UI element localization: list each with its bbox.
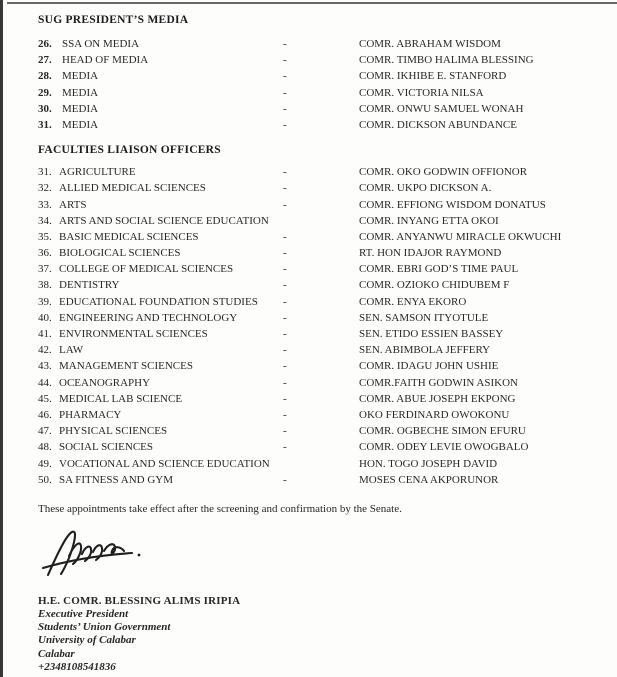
row-num: 45. (38, 392, 52, 405)
row-name: COMR. IKHIBE E. STANFORD (359, 70, 507, 83)
row-num: 48. (38, 441, 52, 454)
row-name: COMR. ABRAHAM WISDOM (359, 38, 501, 50)
appointment-row (38, 391, 608, 407)
appointment-row (38, 229, 608, 245)
appointment-row (38, 407, 608, 423)
row-name: COMR. IDAGU JOHN USHIE (359, 360, 499, 373)
row-num: 44. (38, 376, 52, 389)
row-dash: - (283, 376, 287, 389)
row-title: MEDIA (62, 118, 99, 131)
row-num: 31. (38, 118, 52, 131)
appointment-row (38, 180, 608, 196)
appointment-row (38, 294, 608, 310)
row-num: 40. (38, 311, 52, 324)
row-num: 28. (38, 70, 52, 83)
row-title: AGRICULTURE (59, 166, 136, 179)
row-title: ENVIRONMENTAL SCIENCES (59, 328, 208, 340)
row-name: MOSES CENA AKPORUNOR (359, 473, 499, 486)
signature-image (40, 525, 158, 581)
row-title: COLLEGE OF MEDICAL SCIENCES (59, 263, 234, 276)
row-num: 30. (38, 102, 52, 115)
appointment-row (38, 423, 608, 439)
row-dash: - (283, 198, 287, 211)
row-name: SEN. ETIDO ESSIEN BASSEY (359, 328, 504, 340)
row-dash: - (283, 54, 287, 67)
row-num: 37. (38, 263, 52, 276)
row-title: OCEANOGRAPHY (59, 376, 151, 389)
photo-left-edge (0, 0, 3, 677)
row-name: COMR. VICTORIA NILSA (359, 86, 484, 99)
row-dash: - (283, 279, 287, 292)
row-name: COMR. ODEY LEVIE OWOGBALO (359, 441, 529, 454)
row-title: MEDIA (62, 102, 99, 115)
section-faculties-liaison-officers (38, 144, 608, 488)
appointment-row (38, 52, 608, 68)
appointment-row (38, 36, 608, 52)
row-name: COMR. OKO GODWIN OFFIONOR (359, 166, 528, 179)
row-num: 38. (38, 279, 52, 292)
row-title: HEAD OF MEDIA (62, 54, 149, 67)
signatory-phone: +2348108541836 (38, 661, 116, 674)
row-title: PHARMACY (59, 408, 122, 421)
row-name: RT. HON IDAJOR RAYMOND (359, 247, 502, 260)
row-dash: - (283, 344, 287, 357)
row-name: SEN. SAMSON ITYOTULE (359, 311, 489, 324)
row-name: COMR.FAITH GODWIN ASIKON (359, 376, 518, 389)
row-title: SOCIAL SCIENCES (59, 441, 154, 454)
row-name: COMR. EFFIONG WISDOM DONATUS (359, 198, 546, 211)
row-dash: - (283, 425, 287, 438)
section-heading: SUG PRESIDENT’S MEDIA (38, 14, 189, 26)
signatory-city: Calabar (38, 647, 75, 660)
signatory-block (38, 594, 608, 674)
appointment-row (38, 472, 608, 488)
appointment-row (38, 358, 608, 374)
section-sug-presidents-media (38, 14, 608, 133)
row-title: VOCATIONAL AND SCIENCE EDUCATION (59, 457, 270, 470)
row-name: HON. TOGO JOSEPH DAVID (359, 457, 498, 470)
row-dash: - (283, 166, 287, 179)
row-title: ALLIED MEDICAL SCIENCES (59, 182, 206, 195)
row-name: COMR. DICKSON ABUNDANCE (359, 118, 517, 131)
row-dash: - (283, 311, 287, 324)
row-title: MANAGEMENT SCIENCES (59, 360, 193, 373)
row-dash: - (283, 230, 287, 243)
appointment-list (38, 164, 608, 488)
appointment-row (38, 164, 608, 180)
signatory-name: H.E. COMR. BLESSING ALIMS IRIPIA (38, 594, 241, 607)
row-num: 39. (38, 295, 52, 308)
appointment-row (38, 310, 608, 326)
appointment-row (38, 326, 608, 342)
row-num: 42. (38, 344, 52, 357)
row-dash: - (283, 408, 287, 421)
row-dash: - (283, 182, 287, 195)
row-title: PHYSICAL SCIENCES (59, 425, 168, 438)
signatory-institution: University of Calabar (38, 634, 136, 647)
signatory-org: Students’ Union Government (38, 621, 171, 634)
document-content (38, 10, 608, 674)
row-title: EDUCATIONAL FOUNDATION STUDIES (59, 295, 258, 308)
row-num: 47. (38, 425, 52, 438)
row-title: LAW (59, 344, 84, 357)
row-title: ARTS (59, 198, 87, 211)
row-name: COMR. UKPO DICKSON A. (359, 182, 492, 195)
row-title: MEDIA (62, 86, 99, 99)
row-dash: - (283, 70, 287, 83)
row-num: 43. (38, 360, 52, 373)
row-title: SSA ON MEDIA (62, 38, 140, 50)
row-dash: - (283, 118, 287, 131)
row-name: COMR. ANYANWU MIRACLE OKWUCHI (359, 230, 562, 243)
row-num: 34. (38, 214, 52, 227)
row-name: COMR. TIMBO HALIMA BLESSING (359, 54, 534, 67)
appointment-list (38, 36, 608, 133)
row-name: COMR. ONWU SAMUEL WONAH (359, 102, 524, 115)
appointment-row (38, 197, 608, 213)
appointment-row (38, 261, 608, 277)
row-num: 31. (38, 166, 52, 179)
row-name: COMR. OZIOKO CHIDUBEM F (359, 279, 510, 292)
row-title: SA FITNESS AND GYM (59, 473, 173, 486)
row-name: COMR. ENYA EKORO (359, 295, 467, 308)
signatory-title: Executive President (38, 607, 129, 620)
row-num: 46. (38, 408, 52, 421)
row-name: COMR. INYANG ETTA OKOI (359, 214, 499, 227)
row-num: 49. (38, 457, 52, 470)
row-title: BIOLOGICAL SCIENCES (59, 247, 181, 260)
row-dash: - (283, 102, 287, 115)
row-num: 50. (38, 473, 52, 486)
section-heading: FACULTIES LIAISON OFFICERS (38, 144, 221, 157)
row-title: DENTISTRY (59, 279, 120, 292)
row-name: COMR. ABUE JOSEPH EKPONG (359, 392, 516, 405)
row-num: 32. (38, 182, 52, 195)
row-num: 41. (38, 328, 52, 340)
row-dash: - (283, 247, 287, 260)
appointment-row (38, 213, 608, 229)
appointment-row (38, 68, 608, 84)
appointment-row (38, 101, 608, 117)
row-name: COMR. EBRI GOD’S TIME PAUL (359, 263, 519, 276)
row-title: BASIC MEDICAL SCIENCES (59, 230, 199, 243)
appointment-row (38, 85, 608, 101)
row-num: 27. (38, 54, 52, 67)
row-num: 36. (38, 247, 52, 260)
row-title: MEDICAL LAB SCIENCE (59, 392, 183, 405)
row-dash: - (283, 328, 287, 340)
row-name: COMR. OGBECHE SIMON EFURU (359, 425, 526, 438)
appointment-row (38, 456, 608, 472)
row-dash: - (283, 86, 287, 99)
appointment-row (38, 277, 608, 293)
signature-scribble (40, 525, 608, 581)
row-title: MEDIA (62, 70, 99, 83)
row-dash: - (283, 360, 287, 373)
row-num: 26. (38, 38, 52, 50)
row-name: OKO FERDINARD OWOKONU (359, 408, 510, 421)
row-name: SEN. ABIMBOLA JEFFERY (359, 344, 491, 357)
row-dash: - (283, 441, 287, 454)
appointment-row (38, 342, 608, 358)
row-num: 33. (38, 198, 52, 211)
row-dash: - (283, 263, 287, 276)
row-num: 29. (38, 86, 52, 99)
appointment-row (38, 117, 608, 133)
appointment-row (38, 439, 608, 455)
row-dash: - (283, 38, 287, 50)
row-num: 35. (38, 230, 52, 243)
row-dash: - (283, 473, 287, 486)
appointment-row (38, 375, 608, 391)
row-title: ENGINEERING AND TECHNOLOGY (59, 311, 238, 324)
row-dash: - (283, 392, 287, 405)
row-dash: - (283, 295, 287, 308)
appointment-row (38, 245, 608, 261)
confirmation-note: These appointments take effect after the screening and confirmation by the Senate. (38, 502, 402, 515)
row-title: ARTS AND SOCIAL SCIENCE EDUCATION (59, 214, 269, 227)
photo-top-edge (7, 2, 617, 4)
